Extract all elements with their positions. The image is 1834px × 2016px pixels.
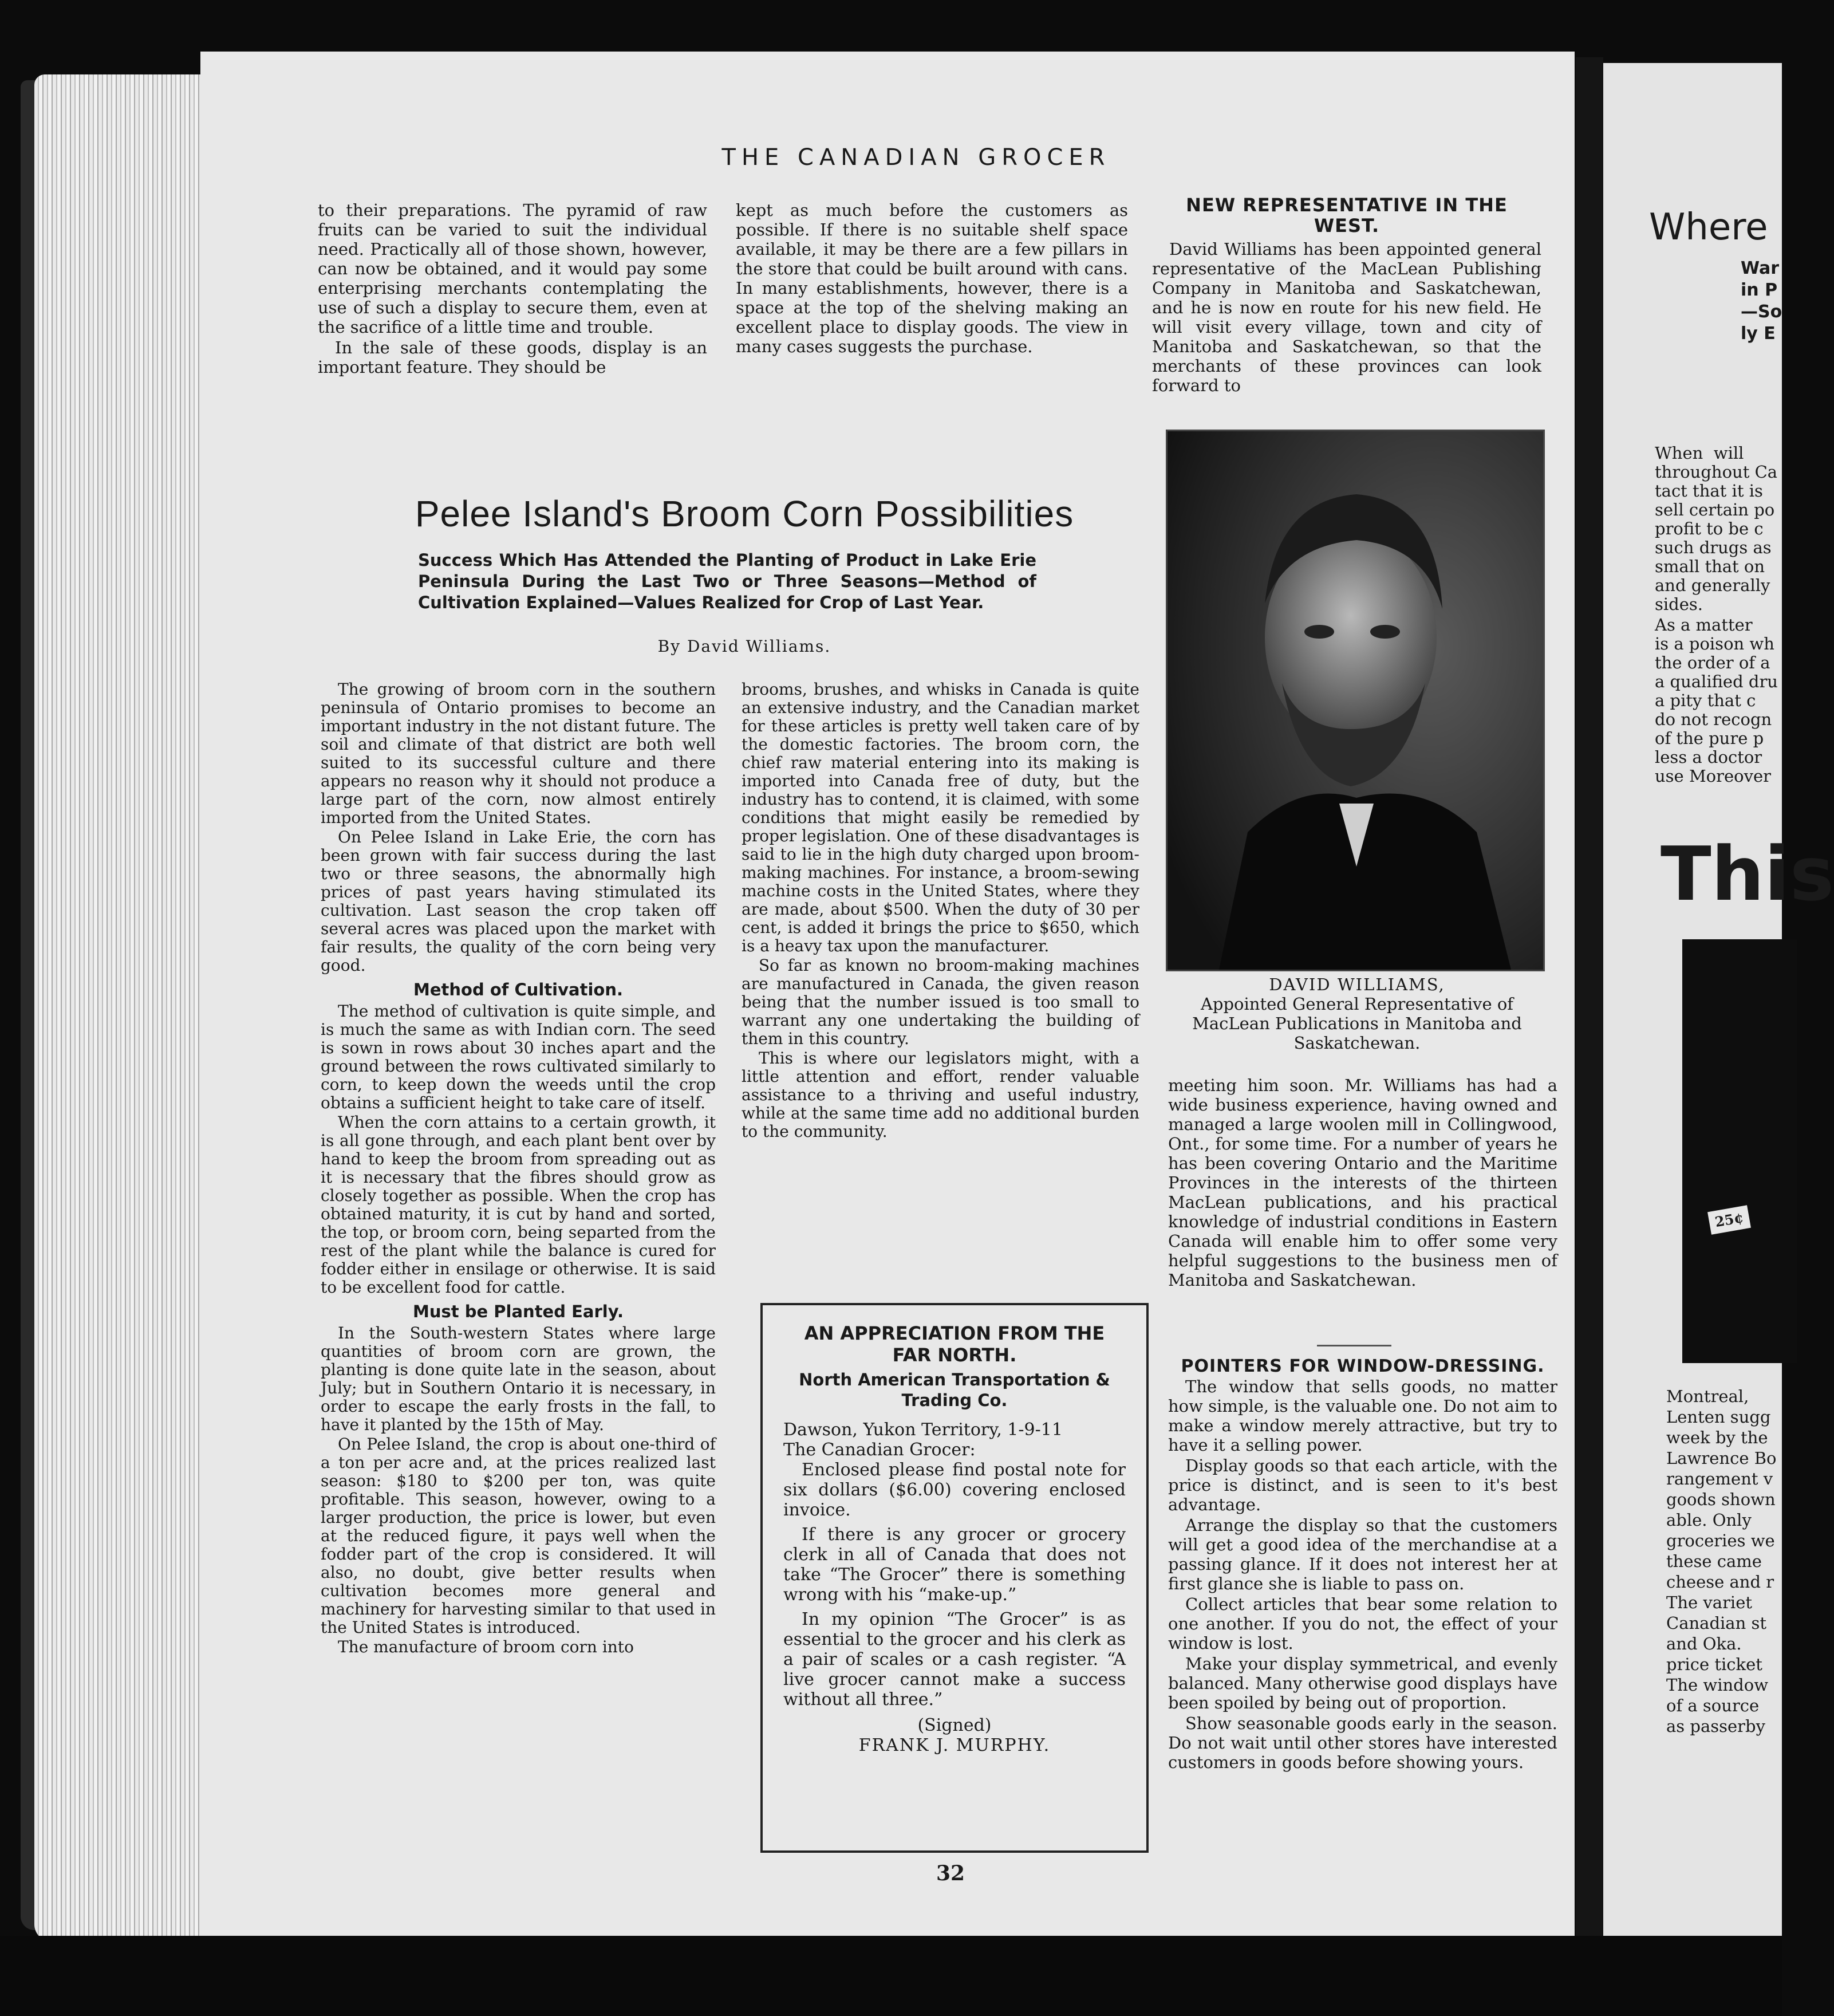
scan-bottom-edge <box>0 1936 1782 2016</box>
letter-company: North American Transportation & Trading Co. <box>799 1370 1110 1410</box>
page-number: 32 <box>936 1861 965 1885</box>
paragraph: to their preparations. The pyramid of raw fruits can be varied to suit the individual need. Practically all of those shown, however, can now be obtained, and it would pay some enterprising merchants contemplating the use of such a display to secure them, even at the sacrifice of a little time and trouble. <box>318 200 707 337</box>
price-ticket: 25¢ <box>1707 1205 1751 1235</box>
article-column-1 <box>321 680 716 1657</box>
paragraph: Show seasonable goods early in the season. Do not wait until other stores have interested customers in goods before showing yours. <box>1168 1714 1557 1772</box>
caption-text: Appointed General Representative of MacLean Publications in Manitoba and Saskatchewan. <box>1192 994 1522 1053</box>
next-page-fragment <box>1603 63 1834 1947</box>
page-gutter <box>1576 57 1603 1936</box>
article-column-2 <box>742 680 1139 1142</box>
section-subhead: Method of Cultivation. <box>413 980 623 999</box>
letter-signed: (Signed) <box>917 1715 992 1735</box>
article-headline: Pelee Island's Broom Corn Possibilities <box>415 493 1074 534</box>
article-deck: Success Which Has Attended the Planting of Product in Lake Erie Peninsula During the Last Two or Three Seasons—Method of Cultivation Explained—Values Realized for Crop of Last Year. <box>418 550 1036 612</box>
pointers-heading: POINTERS FOR WINDOW-DRESSING. <box>1181 1356 1545 1376</box>
letter-title: AN APPRECIATION FROM THE FAR NORTH. <box>804 1322 1105 1366</box>
paragraph: In the South-western States where large quantities of broom corn are grown, the planting is done quite late in the season, about July; but in Southern Ontario it is necessary, in order to escape the early frosts in the fall, to have it planted by the 15th of May. <box>321 1324 716 1434</box>
paragraph: When the corn attains to a certain growth, it is all gone through, and each plant bent over by hand to keep the broom from spreading out as it is necessary that the fibres should grow as closely together as possible. When the crop has obtained maturity, it is cut by hand and sorted, the top, or broom corn, being separted from the rest of the plant while the balance is cured for fodder either in ensilage or otherwise. It is said to be excellent food for cattle. <box>321 1113 716 1297</box>
next-page-photo <box>1682 939 1797 1363</box>
representative-heading: NEW REPRESENTATIVE IN THE WEST. <box>1186 194 1508 237</box>
paragraph: The method of cultivation is quite simple, and is much the same as with Indian corn. The seed is sown in rows about 30 inches apart and the ground between the rows cultivated similarly to corn, to keep down the weeds until the crop obtains a sufficient height to take care of itself. <box>321 1002 716 1112</box>
article-byline: By David Williams. <box>657 637 831 656</box>
paragraph: In the sale of these goods, display is an important feature. They should be <box>318 338 707 377</box>
paragraph: The window that sells goods, no matter how simple, is the valuable one. Do not aim to make a window merely attractive, but try to have it a selling power. <box>1168 1377 1557 1455</box>
divider <box>1317 1345 1391 1346</box>
next-page-headline: This <box>1661 830 1834 918</box>
caption-name: DAVID WILLIAMS, <box>1269 975 1445 994</box>
running-head: THE CANADIAN GROCER <box>721 144 1111 171</box>
letter-salutation: The Canadian Grocer: <box>783 1440 976 1460</box>
continuation-column-middle <box>736 200 1128 357</box>
representative-article-top <box>1152 195 1541 396</box>
paragraph: David Williams has been appointed general representative of the MacLean Publishing Company in Manitoba and Saskatchewan, and he is now en route for his new field. He will visit every village, town and city of Manitoba and Saskatchewan, so that the merchants of these provinces can look forward to <box>1152 239 1541 395</box>
representative-article-continued <box>1168 1076 1557 1291</box>
paragraph: Make your display symmetrical, and evenly balanced. Many otherwise good displays have been spoiled by being out of proportion. <box>1168 1654 1557 1712</box>
paragraph: The growing of broom corn in the southern peninsula of Ontario promises to become an important industry in the not distant future. The soil and climate of that district are both well suited to its successful culture and there appears no reason why it should not produce a large part of the corn, now almost entirely imported from the United States. <box>321 680 716 827</box>
paragraph: If there is any grocer or grocery clerk in all of Canada that does not take “The Grocer” there is something wrong with his “make-up.” <box>783 1525 1126 1605</box>
next-page-paragraph: Montreal, Lenten sugg week by the Lawrence Bo rangement v goods shown able. Only groceries we these came cheese and r The variet Canadian st and Oka. price ticket The window of a source as passerby <box>1666 1387 1777 1736</box>
paragraph: Enclosed please find postal note for six dollars ($6.00) covering enclosed invoice. <box>783 1460 1126 1520</box>
paragraph: Display goods so that each article, with the price is distinct, and is seen to it's best advantage. <box>1168 1456 1557 1514</box>
paragraph: The manufacture of broom corn into <box>338 1637 634 1656</box>
paragraph: brooms, brushes, and whisks in Canada is quite an extensive industry, and the Canadian market for these articles is pretty well taken care of by the domestic factories. The broom corn, the chief raw material entering into its making is imported into Canada free of duty, but the industry has to contend, it is claimed, with some conditions that might easily be remedied by proper legislation. One of these disadvantages is said to lie in the high duty charged upon broom-making machines. For instance, a broom-sewing machine costs in the United States, where they are made, about $500. When the duty of 30 per cent, is added it brings the price to $650, which is a heavy tax upon the manufacturer. <box>742 680 1139 955</box>
paragraph: Collect articles that bear some relation to one another. If you do not, the effect of your window is lost. <box>1168 1594 1557 1653</box>
paragraph: This is where our legislators might, with a little attention and effort, render valuable assistance to a thriving and useful industry, while at the same time add no additional burden to the community. <box>742 1049 1139 1141</box>
portrait-caption <box>1162 975 1552 1053</box>
paragraph: kept as much before the customers as possible. If there is no suitable shelf space available, it may be there are a few pillars in the store that could be built around with cans. In many establishments, however, there is a space at the top of the shelving making an excellent place to display goods. The view in many cases suggests the purchase. <box>736 200 1128 356</box>
paragraph: On Pelee Island in Lake Erie, the corn has been grown with fair success during the last two or three seasons, the abnormally high prices of past years having stimulated its cultivation. Last season the crop taken off several acres was placed upon the market with fair results, the quality of the corn being very good. <box>321 828 716 975</box>
next-page-title: Where <box>1649 206 1768 249</box>
portrait-illustration <box>1168 431 1543 970</box>
next-page-paragraph: When will throughout Ca tact that it is sell certain po profit to be c such drugs as small that on and generally sides. <box>1655 443 1778 614</box>
next-page-paragraph: As a matter is a poison wh the order of a a qualified dru a pity that c do not recogn of the pure p less a doctor use Moreover <box>1655 615 1778 786</box>
page-edges <box>34 74 206 1942</box>
next-page-deck: War in P —So ly E <box>1741 258 1782 344</box>
letter-signature: FRANK J. MURPHY. <box>858 1735 1051 1755</box>
continuation-column-left <box>318 200 707 378</box>
letter-dateline: Dawson, Yukon Territory, 1-9-11 <box>783 1420 1063 1440</box>
paragraph: meeting him soon. Mr. Williams has had a wide business experience, having owned and managed a large woolen mill in Collingwood, Ont., for some time. For a number of years he has been covering Ontario and the Maritime Provinces in the interests of the thirteen MacLean publications, and his practical knowledge of industrial conditions in Eastern Canada will enable him to offer some very helpful suggestions to the business men of Manitoba and Saskatchewan. <box>1168 1076 1557 1290</box>
paragraph: Arrange the display so that the customers will get a good idea of the merchandise at a passing glance. If it does not interest her at first glance she is liable to pass on. <box>1168 1515 1557 1593</box>
portrait-photo <box>1166 430 1545 971</box>
pointers-article <box>1168 1356 1557 1773</box>
paragraph: In my opinion “The Grocer” is as essential to the grocer and his clerk as a pair of scales or a cash register. “A live grocer cannot make a success without all three.” <box>783 1609 1126 1710</box>
appreciation-letter-box <box>760 1303 1149 1853</box>
paragraph: On Pelee Island, the crop is about one-third of a ton per acre and, at the prices realized last season: $180 to $200 per ton, was quite profitable. This season, however, owing to a larger production, the price is lower, but even at the reduced figure, it pays well when the fodder part of the crop is considered. It will also, no doubt, give better results when cultivation becomes more general and machinery for harvesting similar to that used in the United States is introduced. <box>321 1435 716 1637</box>
paragraph: So far as known no broom-making machines are manufactured in Canada, the given reason being that the number issued is too small to warrant any one undertaking the building of them in this country. <box>742 956 1139 1048</box>
section-subhead: Must be Planted Early. <box>413 1302 624 1321</box>
